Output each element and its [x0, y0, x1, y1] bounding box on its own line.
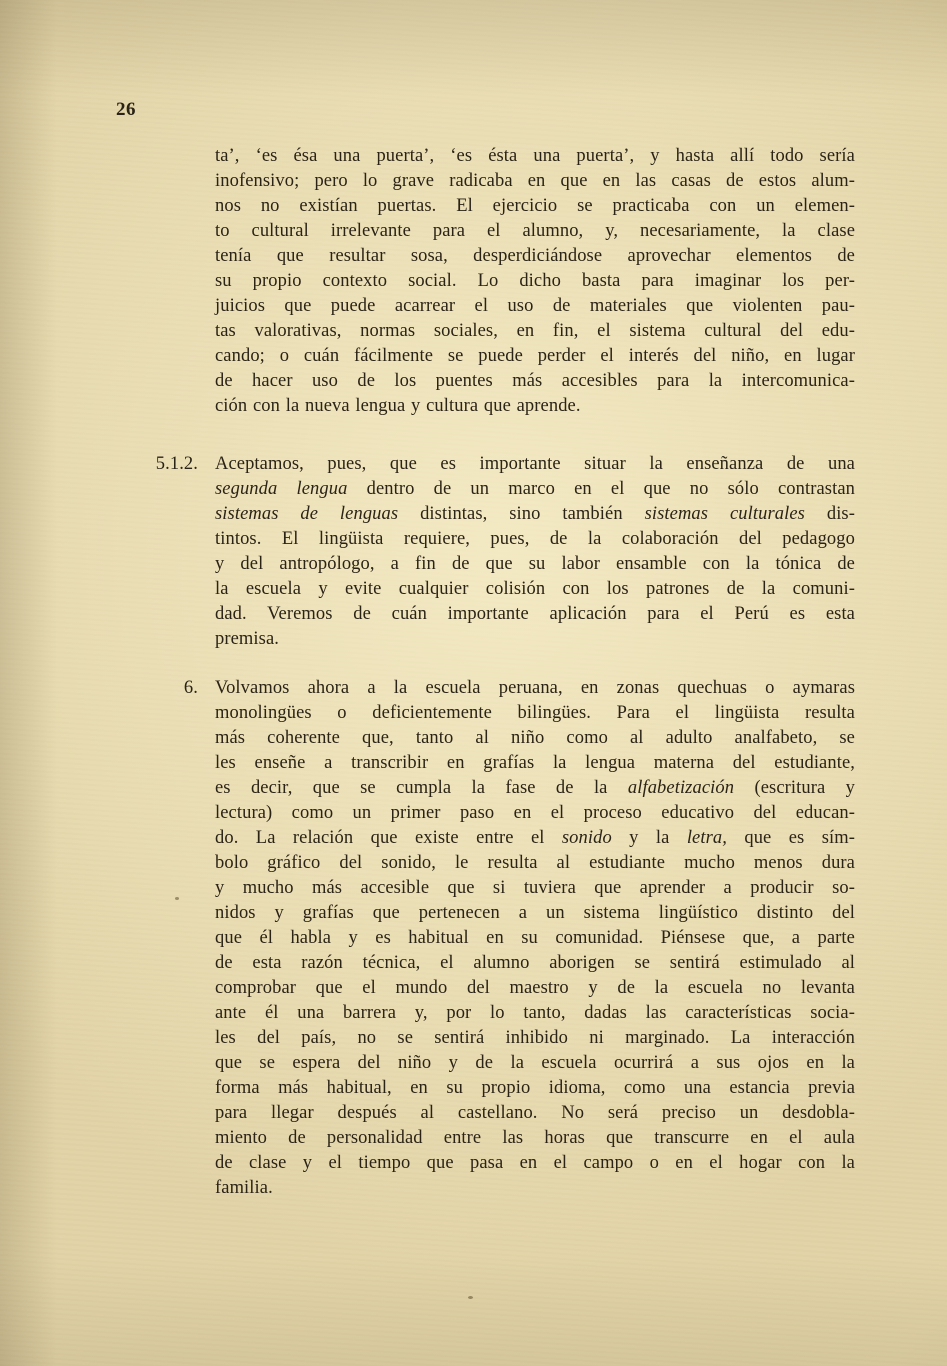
text-line: sistemas de lenguas distintas, sino también sistemas culturales dis- — [215, 504, 855, 524]
paragraph-lines — [215, 144, 855, 419]
text-line: juicios que puede acarrear el uso de materiales que violenten pau- — [215, 296, 855, 316]
text-line: cando; o cuán fácilmente se puede perder el interés del niño, en lugar — [215, 346, 855, 366]
scan-speck — [468, 1296, 473, 1299]
text-line: miento de personalidad entre las horas que transcurre en el aula — [215, 1128, 855, 1148]
text-line: tintos. El lingüista requiere, pues, de la colaboración del pedagogo — [215, 529, 855, 549]
paragraph-lines — [215, 676, 855, 1201]
text-line: que se espera del niño y de la escuela ocurrirá a sus ojos en la — [215, 1053, 855, 1073]
text-line: inofensivo; pero lo grave radicaba en que en las casas de estos alum- — [215, 171, 855, 191]
text-line: Aceptamos, pues, que es importante situar la enseñanza de una — [215, 454, 855, 474]
text-line: forma más habitual, en su propio idioma, como una estancia previa — [215, 1078, 855, 1098]
text-line: ante él una barrera y, por lo tanto, dadas las características socia- — [215, 1003, 855, 1023]
text-line: de hacer uso de los puentes más accesibles para la intercomunica- — [215, 371, 855, 391]
paragraph-6 — [183, 676, 855, 1201]
text-line: que él habla y es habitual en su comunidad. Piénsese que, a parte — [215, 928, 855, 948]
page-number: 26 — [116, 99, 136, 120]
text-line: y del antropólogo, a fin de que su labor ensamble con la tónica de — [215, 554, 855, 574]
section-label: 6. — [183, 678, 198, 698]
text-line: su propio contexto social. Lo dicho basta para imaginar los per- — [215, 271, 855, 291]
text-line: de clase y el tiempo que pasa en el campo o en el hogar con la — [215, 1153, 855, 1173]
text-line: segunda lengua dentro de un marco en el que no sólo contrastan — [215, 479, 855, 499]
text-line: es decir, que se cumpla la fase de la alfabetización (escritura y — [215, 778, 855, 798]
text-line: bolo gráfico del sonido, le resulta al estudiante mucho menos dura — [215, 853, 855, 873]
paragraph-lines — [215, 452, 855, 652]
paragraph-intro-continuation — [215, 144, 855, 419]
text-line: tenía que resultar sosa, desperdiciándose aprovechar elementos de — [215, 246, 855, 266]
text-line: nos no existían puertas. El ejercicio se practicaba con un elemen- — [215, 196, 855, 216]
text-line: familia. — [215, 1178, 273, 1198]
scan-speck — [175, 897, 179, 900]
text-line: lectura) como un primer paso en el proceso educativo del educan- — [215, 803, 855, 823]
paragraph-5-1-2 — [155, 452, 855, 652]
text-line: la escuela y evite cualquier colisión con los patrones de la comuni- — [215, 579, 855, 599]
section-label: 5.1.2. — [155, 454, 198, 474]
text-line: Volvamos ahora a la escuela peruana, en zonas quechuas o aymaras — [215, 678, 855, 698]
text-line: monolingües o deficientemente bilingües. Para el lingüista resulta — [215, 703, 855, 723]
text-line: ta’, ‘es ésa una puerta’, ‘es ésta una puerta’, y hasta allí todo sería — [215, 146, 855, 166]
text-line: comprobar que el mundo del maestro y de la escuela no levanta — [215, 978, 855, 998]
text-line: más coherente que, tanto al niño como al adulto analfabeto, se — [215, 728, 855, 748]
text-line: les del país, no se sentirá inhibido ni marginado. La interacción — [215, 1028, 855, 1048]
text-line: premisa. — [215, 629, 279, 649]
text-line: les enseñe a transcribir en grafías la lengua materna del estudiante, — [215, 753, 855, 773]
text-line: to cultural irrelevante para el alumno, y, necesariamente, la clase — [215, 221, 855, 241]
text-line: dad. Veremos de cuán importante aplicación para el Perú es esta — [215, 604, 855, 624]
text-line: tas valorativas, normas sociales, en fin, el sistema cultural del edu- — [215, 321, 855, 341]
text-line: y mucho más accesible que si tuviera que aprender a producir so- — [215, 878, 855, 898]
text-line: do. La relación que existe entre el sonido y la letra, que es sím- — [215, 828, 855, 848]
text-line: de esta razón técnica, el alumno aborigen se sentirá estimulado al — [215, 953, 855, 973]
text-line: para llegar después al castellano. No será preciso un desdobla- — [215, 1103, 855, 1123]
text-line: ción con la nueva lengua y cultura que aprende. — [215, 396, 581, 416]
text-line: nidos y grafías que pertenecen a un sistema lingüístico distinto del — [215, 903, 855, 923]
